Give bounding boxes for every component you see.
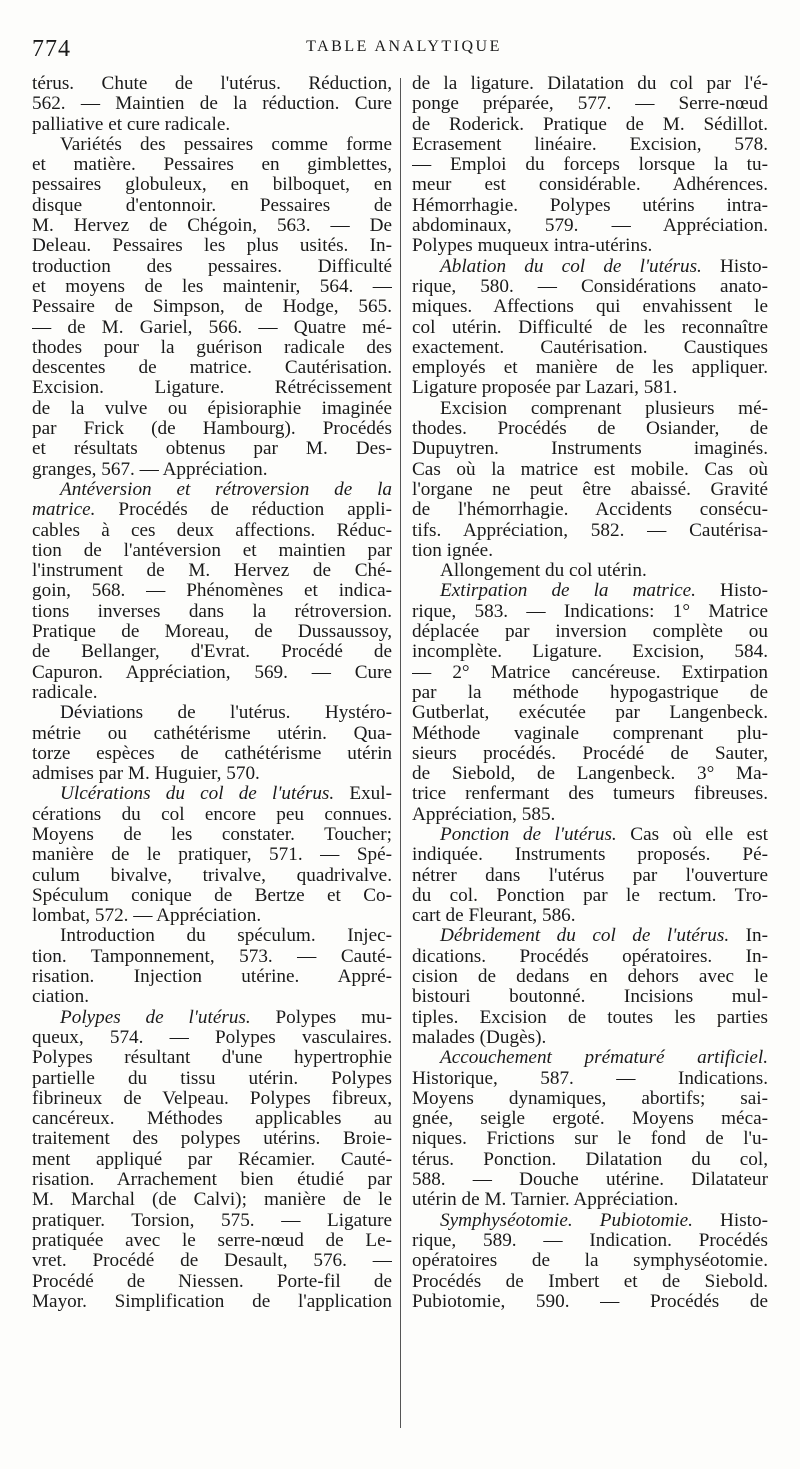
text-line: de Siebold, de Langenbeck. 3° Ma- — [412, 764, 768, 785]
text-line: palliative et cure radicale. — [32, 114, 231, 135]
text-line: trice renfermant des tumeurs fibreuses. — [412, 784, 768, 805]
text-line: Excision. Ligature. Rétrécissement — [32, 378, 392, 399]
text-line: descentes de matrice. Cautérisation. — [32, 358, 392, 379]
text-line: rique, 583. — Indications: 1° Matrice — [412, 601, 768, 622]
text-line: Ulcérations du col de l'utérus. Exul- — [60, 784, 392, 805]
text-line: dications. Procédés opératoires. In- — [412, 946, 768, 967]
text-line: Débridement du col de l'utérus. In- — [440, 926, 768, 947]
text-line: tion. Tamponnement, 573. — Cauté- — [32, 946, 392, 967]
text-line: pratiquer. Torsion, 575. — Ligature — [32, 1210, 392, 1231]
text-line: térus. Ponction. Dilatation du col, — [412, 1149, 768, 1170]
text-line: ciation. — [32, 987, 90, 1008]
text-line: tion de l'antéversion et maintien par — [32, 540, 392, 561]
text-line: col utérin. Difficulté de les reconnaître — [412, 317, 768, 338]
text-line: Procédés de Imbert et de Siebold. — [412, 1271, 768, 1292]
text-line: cérations du col encore peu connues. — [32, 804, 392, 825]
text-line: M. Hervez de Chégoin, 563. — De — [32, 216, 392, 237]
column-divider — [400, 78, 401, 1428]
text-line: Excision comprenant plusieurs mé- — [440, 398, 768, 419]
text-line: Procédé de Niessen. Porte-fil de — [32, 1271, 392, 1292]
text-line: de la ligature. Dilatation du col par l'é- — [412, 74, 768, 94]
text-line: pratiquée avec le serre-nœud de Le- — [32, 1230, 392, 1251]
text-line: sieurs procédés. Procédé de Sauter, — [412, 743, 768, 764]
text-line: gnée, seigle ergoté. Moyens méca- — [412, 1109, 768, 1130]
text-line: Polypes résultant d'une hypertrophie — [32, 1048, 392, 1069]
text-line: indiquée. Instruments proposés. Pé- — [412, 845, 768, 866]
text-line: Ablation du col de l'utérus. Histo- — [440, 256, 768, 277]
text-line: risation. Arrachement bien étudié par — [32, 1170, 392, 1191]
text-line: Gutberlat, exécutée par Langenbeck. — [412, 703, 768, 724]
text-line: Pubiotomie, 590. — Procédés de — [412, 1291, 768, 1312]
text-line: Accouchement prématuré artificiel. — [440, 1048, 768, 1069]
text-line: tifs. Appréciation, 582. — Cautérisa- — [412, 520, 768, 541]
text-line: Antéversion et rétroversion de la — [60, 479, 392, 500]
text-line: Variétés des pessaires comme forme — [60, 134, 392, 155]
text-line: niques. Frictions sur le fond de l'u- — [412, 1129, 768, 1150]
page-header — [32, 36, 776, 64]
text-line: risation. Injection utérine. Appré- — [32, 967, 392, 988]
text-line: thodes. Procédés de Osiander, de — [412, 419, 768, 440]
text-line: exactement. Cautérisation. Caustiques — [412, 337, 768, 358]
text-line: Appréciation, 585. — [412, 804, 556, 825]
text-line: par Frick (de Hambourg). Procédés — [32, 419, 392, 440]
text-line: Mayor. Simplification de l'application — [32, 1291, 392, 1312]
text-line: goin, 568. — Phénomènes et indica- — [32, 581, 392, 602]
text-line: utérin de M. Tarnier. Appréciation. — [412, 1190, 679, 1211]
text-line: troduction des pessaires. Difficulté — [32, 256, 392, 277]
left-column — [32, 74, 392, 1312]
text-line: thodes pour la guérison radicale des — [32, 337, 392, 358]
text-line: manière de le pratiquer, 571. — Spé- — [32, 845, 392, 866]
text-line: cables à ces deux affections. Réduc- — [32, 520, 392, 541]
text-line: et moyens de les maintenir, 564. — — [32, 276, 392, 297]
text-line: Dupuytren. Instruments imaginés. — [412, 439, 768, 460]
text-line: Ecrasement linéaire. Excision, 578. — [412, 134, 768, 155]
text-line: de l'hémorrhagie. Accidents consécu- — [412, 500, 768, 521]
text-line: Deleau. Pessaires les plus usités. In- — [32, 236, 392, 257]
text-line: traitement des polypes utérins. Broie- — [32, 1129, 392, 1150]
text-line: de la vulve ou épisioraphie imaginée — [32, 398, 392, 419]
text-line: et matière. Pessaires en gimblettes, — [32, 155, 392, 176]
text-line: Pessaire de Simpson, de Hodge, 565. — [32, 297, 392, 318]
text-line: Polypes muqueux intra-utérins. — [412, 236, 653, 257]
text-line: nétrer dans l'utérus par l'ouverture — [412, 865, 768, 886]
text-line: malades (Dugès). — [412, 1027, 547, 1048]
text-line: Allongement du col utérin. — [440, 561, 647, 582]
text-line: culum bivalve, trivalve, quadrivalve. — [32, 865, 392, 886]
text-line: Cas où la matrice est mobile. Cas où — [412, 459, 768, 480]
text-line: matrice. Procédés de réduction appli- — [32, 500, 392, 521]
text-line: Moyens dynamiques, abortifs; sai- — [412, 1088, 768, 1109]
text-line: Introduction du spéculum. Injec- — [60, 926, 392, 947]
text-line: granges, 567. — Appréciation. — [32, 459, 268, 480]
text-line: fibrineux de Velpeau. Polypes fibreux, — [32, 1088, 392, 1109]
text-line: miques. Affections qui envahissent le — [412, 297, 768, 318]
text-line: abdominaux, 579. — Appréciation. — [412, 216, 768, 237]
text-line: Ligature proposée par Lazari, 581. — [412, 378, 678, 399]
text-line: l'organe ne peut être abaissé. Gravité — [412, 479, 768, 500]
text-line: — de M. Gariel, 566. — Quatre mé- — [32, 317, 392, 338]
text-line: disque d'entonnoir. Pessaires de — [32, 195, 392, 216]
text-line: métrie ou cathétérisme utérin. Qua- — [32, 723, 392, 744]
text-line: Déviations de l'utérus. Hystéro- — [60, 703, 392, 724]
text-line: cision de dedans en dehors avec le — [412, 967, 768, 988]
text-line: Hémorrhagie. Polypes utérins intra- — [412, 195, 768, 216]
text-line: l'instrument de M. Hervez de Ché- — [32, 561, 392, 582]
text-line: — 2° Matrice cancéreuse. Extirpation — [412, 662, 768, 683]
text-line: ment appliqué par Récamier. Cauté- — [32, 1149, 392, 1170]
text-line: ponge préparée, 577. — Serre-nœud — [412, 94, 768, 115]
text-line: et résultats obtenus par M. Des- — [32, 439, 392, 460]
text-line: rique, 580. — Considérations anato- — [412, 276, 768, 297]
text-line: employés et manière de les appliquer. — [412, 358, 768, 379]
text-line: M. Marchal (de Calvi); manière de le — [32, 1190, 392, 1211]
text-line: — Emploi du forceps lorsque la tu- — [412, 155, 768, 176]
text-line: tions inverses dans la rétroversion. — [32, 601, 392, 622]
text-line: radicale. — [32, 682, 98, 703]
text-line: térus. Chute de l'utérus. Réduction, — [32, 74, 392, 94]
text-line: 562. — Maintien de la réduction. Cure — [32, 94, 392, 115]
text-line: par la méthode hypogastrique de — [412, 682, 768, 703]
text-line: partielle du tissu utérin. Polypes — [32, 1068, 392, 1089]
text-line: 588. — Douche utérine. Dilatateur — [412, 1170, 768, 1191]
text-line: queux, 574. — Polypes vasculaires. — [32, 1027, 392, 1048]
text-line: Spéculum conique de Bertze et Co- — [32, 885, 392, 906]
text-line: Ponction de l'utérus. Cas où elle est — [440, 824, 768, 845]
text-line: déplacée par inversion complète ou — [412, 622, 768, 643]
text-line: Historique, 587. — Indications. — [412, 1068, 768, 1089]
text-line: incomplète. Ligature. Excision, 584. — [412, 642, 768, 663]
text-line: Moyens de les constater. Toucher; — [32, 824, 392, 845]
page-number: 774 — [32, 36, 71, 62]
text-line: vret. Procédé de Desault, 576. — — [32, 1251, 392, 1272]
text-line: tiples. Excision de toutes les parties — [412, 1007, 768, 1028]
text-line: meur est considérable. Adhérences. — [412, 175, 768, 196]
text-line: Pratique de Moreau, de Dussaussoy, — [32, 622, 392, 643]
running-title: TABLE ANALYTIQUE — [306, 38, 502, 55]
text-line: cancéreux. Méthodes applicables au — [32, 1109, 392, 1130]
text-line: de Roderick. Pratique de M. Sédillot. — [412, 114, 768, 135]
text-line: Capuron. Appréciation, 569. — Cure — [32, 662, 392, 683]
text-line: du col. Ponction par le rectum. Tro- — [412, 885, 768, 906]
text-line: pessaires globuleux, en bilboquet, en — [32, 175, 392, 196]
text-line: Méthode vaginale comprenant plu- — [412, 723, 768, 744]
text-line: Extirpation de la matrice. Histo- — [440, 581, 768, 602]
text-line: admises par M. Huguier, 570. — [32, 764, 260, 785]
text-line: rique, 589. — Indication. Procédés — [412, 1230, 768, 1251]
text-line: bistouri boutonné. Incisions mul- — [412, 987, 768, 1008]
text-line: opératoires de la symphyséotomie. — [412, 1251, 768, 1272]
text-line: cart de Fleurant, 586. — [412, 906, 576, 927]
text-line: Polypes de l'utérus. Polypes mu- — [60, 1007, 392, 1028]
text-line: Symphyséotomie. Pubiotomie. Histo- — [440, 1210, 768, 1231]
text-line: torze espèces de cathétérisme utérin — [32, 743, 392, 764]
text-line: lombat, 572. — Appréciation. — [32, 906, 262, 927]
text-line: de Bellanger, d'Evrat. Procédé de — [32, 642, 392, 663]
right-column — [412, 74, 768, 1312]
text-line: tion ignée. — [412, 540, 493, 561]
